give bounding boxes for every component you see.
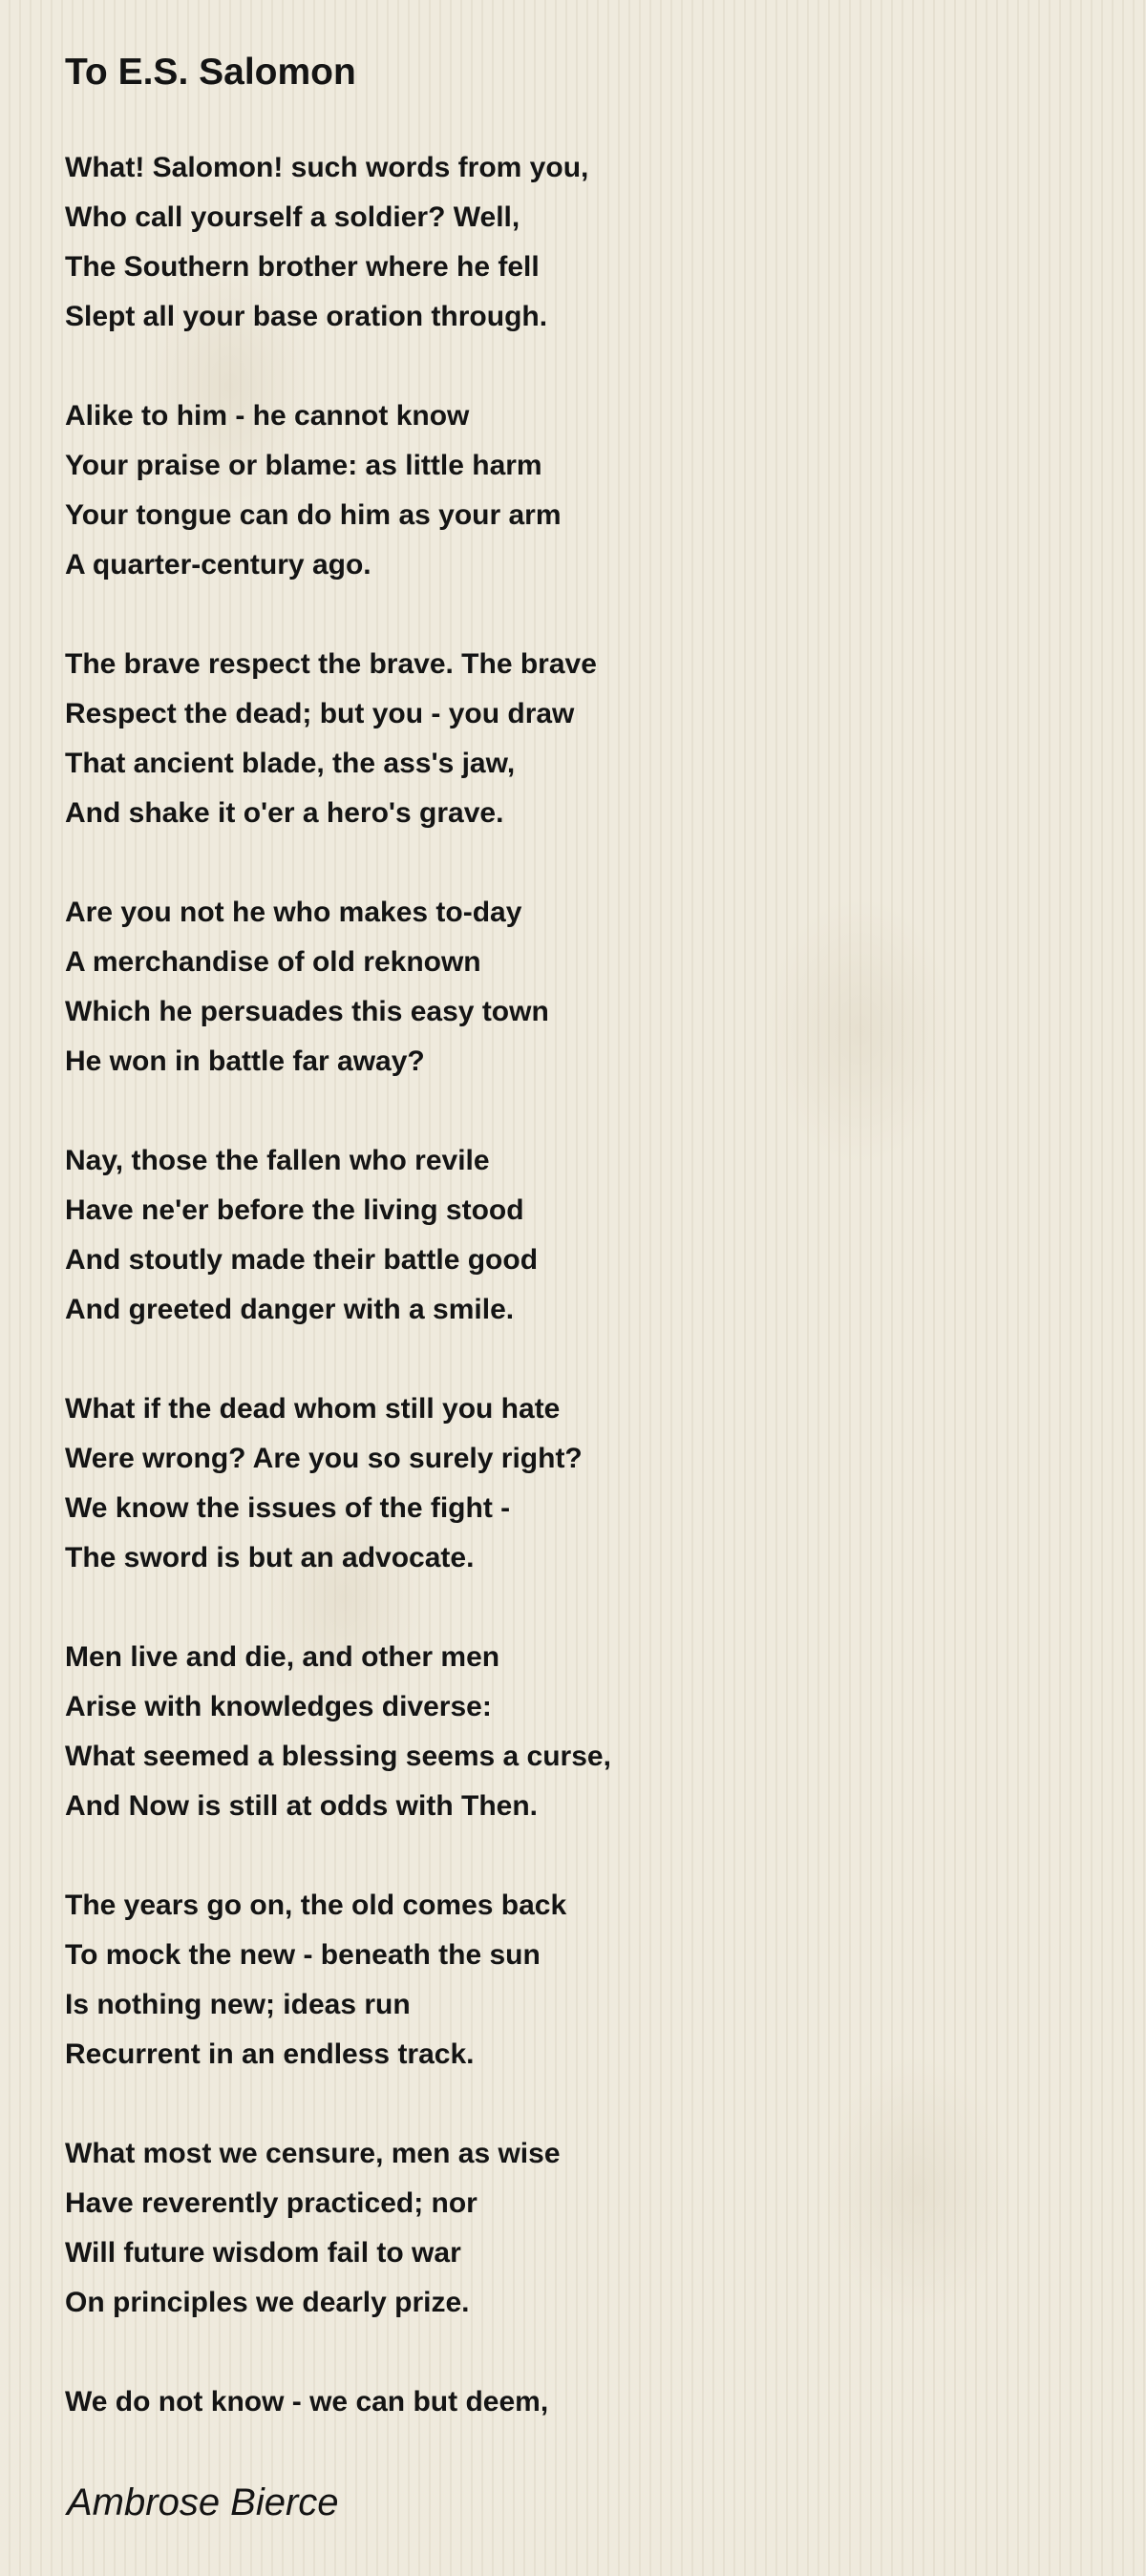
stanza bbox=[65, 1136, 1096, 1335]
poem-author: Ambrose Bierce bbox=[67, 2481, 339, 2523]
stanza bbox=[65, 391, 1096, 590]
poem-line: The years go on, the old comes back bbox=[65, 1890, 567, 1921]
poem-line: And stoutly made their battle good bbox=[65, 1244, 539, 1276]
poem-line: On principles we dearly prize. bbox=[65, 2287, 470, 2318]
poem-line: Is nothing new; ideas run bbox=[65, 1989, 411, 2020]
poem-line: Men live and die, and other men bbox=[65, 1641, 500, 1673]
poem-line: Will future wisdom fail to war bbox=[65, 2237, 461, 2269]
poem-line: A merchandise of old reknown bbox=[65, 946, 481, 978]
poem-line: The brave respect the brave. The brave bbox=[65, 648, 597, 680]
poem-line: A quarter-century ago. bbox=[65, 549, 371, 581]
poem-line: And greeted danger with a smile. bbox=[65, 1294, 515, 1325]
poem-line: Recurrent in an endless track. bbox=[65, 2038, 475, 2070]
stanza bbox=[65, 2129, 1096, 2328]
poem-line: Have reverently practiced; nor bbox=[65, 2187, 478, 2219]
stanza bbox=[65, 888, 1096, 1087]
poem-line: We do not know - we can but deem, bbox=[65, 2386, 549, 2418]
poem-line: Have ne'er before the living stood bbox=[65, 1194, 524, 1226]
poem-line: Who call yourself a soldier? Well, bbox=[65, 201, 520, 233]
stanza bbox=[65, 143, 1096, 342]
stanza bbox=[65, 1881, 1096, 2080]
poem-line: What if the dead whom still you hate bbox=[65, 1393, 561, 1425]
poem-line: And shake it o'er a hero's grave. bbox=[65, 797, 504, 829]
stanza bbox=[65, 1384, 1096, 1583]
poem-line: We know the issues of the fight - bbox=[65, 1492, 511, 1524]
poem-line: Slept all your base oration through. bbox=[65, 301, 548, 332]
poem-line: Your tongue can do him as your arm bbox=[65, 499, 562, 531]
poem-line: Arise with knowledges diverse: bbox=[65, 1691, 492, 1722]
poem-line: And Now is still at odds with Then. bbox=[65, 1790, 538, 1822]
poem-line: What! Salomon! such words from you, bbox=[65, 152, 589, 183]
stanza bbox=[65, 2377, 1096, 2427]
poem-line: To mock the new - beneath the sun bbox=[65, 1939, 541, 1971]
poem-title: To E.S. Salomon bbox=[65, 52, 356, 93]
poem-line: That ancient blade, the ass's jaw, bbox=[65, 748, 516, 779]
poem-line: What most we censure, men as wise bbox=[65, 2138, 561, 2169]
stanza bbox=[65, 640, 1096, 838]
poem-line: Respect the dead; but you - you draw bbox=[65, 698, 575, 729]
poem-line: Your praise or blame: as little harm bbox=[65, 450, 542, 481]
poem-line: Are you not he who makes to-day bbox=[65, 897, 522, 928]
poem-line: The Southern brother where he fell bbox=[65, 251, 540, 283]
poem-line: Which he persuades this easy town bbox=[65, 996, 549, 1027]
poem-line: Alike to him - he cannot know bbox=[65, 400, 470, 432]
poem-line: What seemed a blessing seems a curse, bbox=[65, 1741, 611, 1772]
poem-line: Were wrong? Are you so surely right? bbox=[65, 1443, 583, 1474]
poem-line: The sword is but an advocate. bbox=[65, 1542, 475, 1573]
poem-line: He won in battle far away? bbox=[65, 1045, 425, 1077]
stanza bbox=[65, 1633, 1096, 1831]
poem-body bbox=[65, 143, 1096, 2477]
poem-line: Nay, those the fallen who revile bbox=[65, 1145, 490, 1176]
